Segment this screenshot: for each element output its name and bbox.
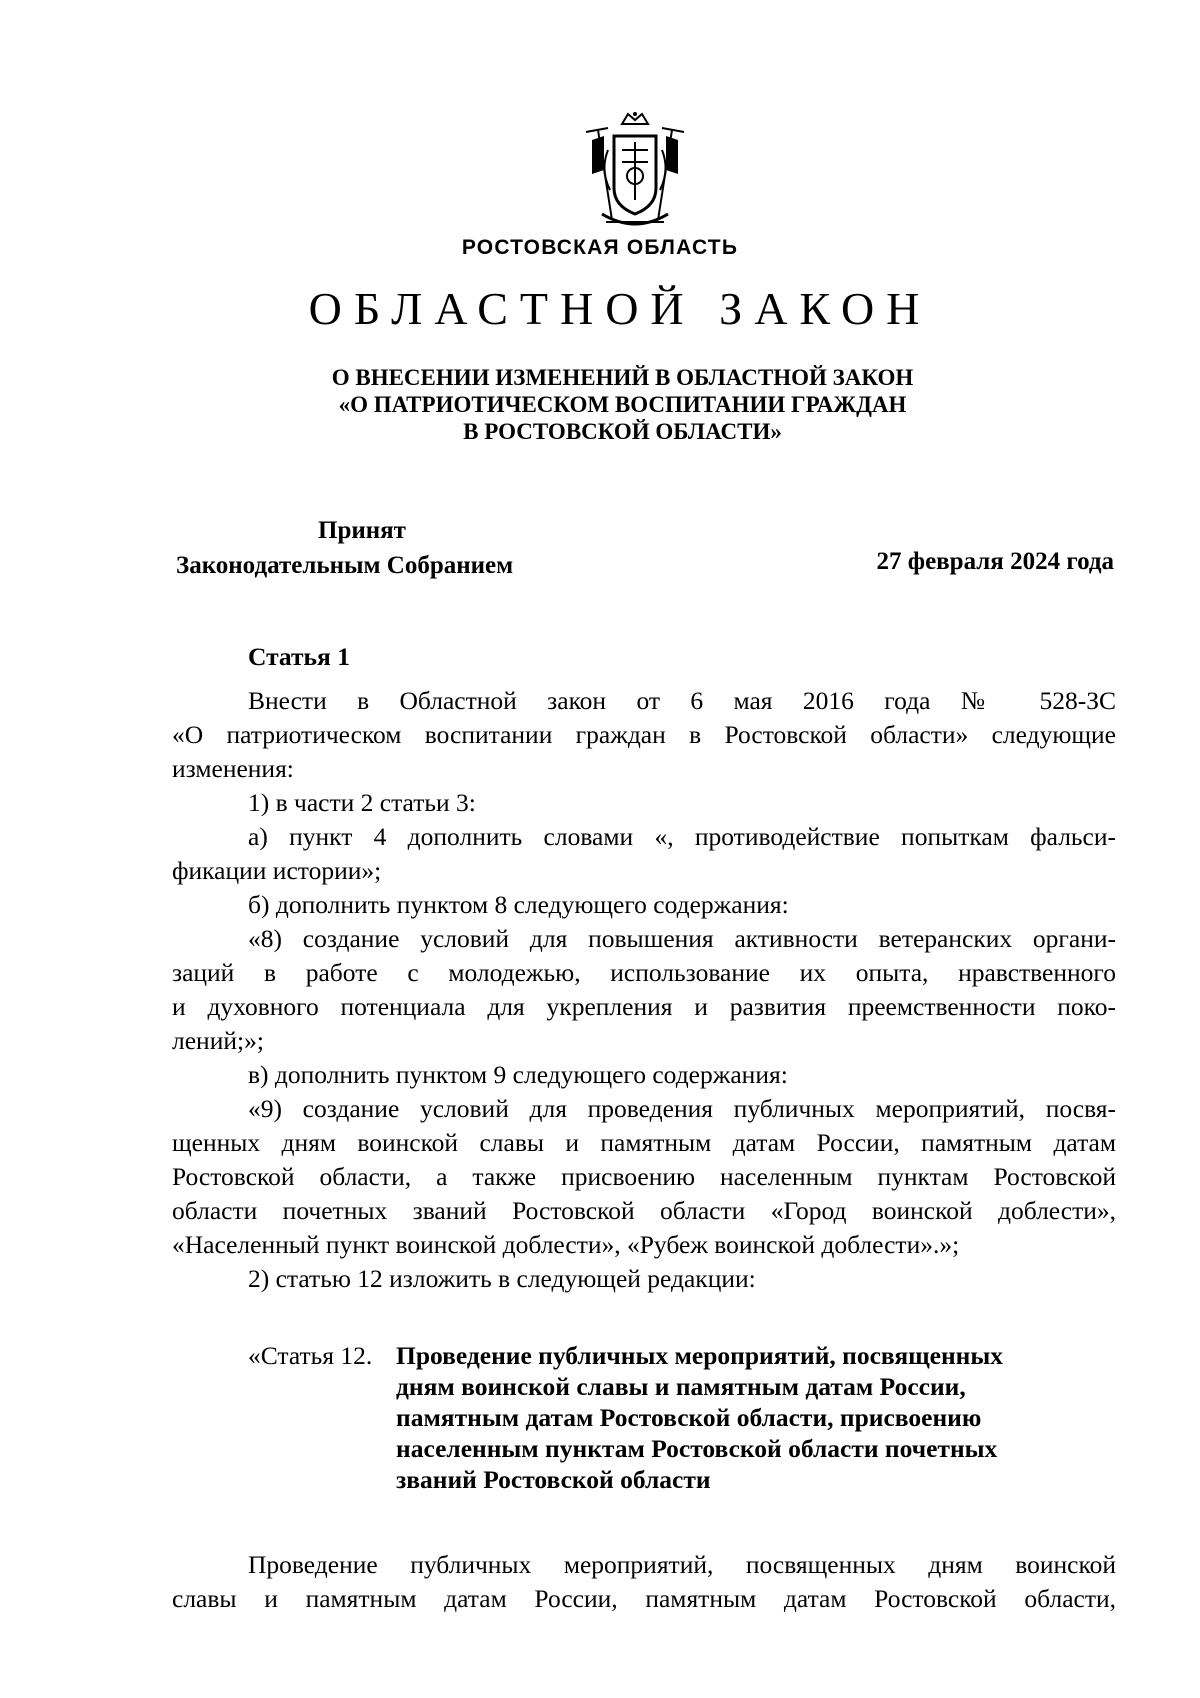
paragraph-line: Проведение публичных мероприятий, посвященных дням воинской bbox=[248, 1550, 1116, 1579]
paragraph-line: и духовного потенциала для укрепления и развития преемственности поко- bbox=[172, 992, 1116, 1021]
adopted-label: Принят bbox=[318, 517, 406, 544]
article-12-prefix: «Статья 12. bbox=[248, 1341, 373, 1370]
article-12-body bbox=[172, 1548, 1116, 1616]
subject-line: «О ПАТРИОТИЧЕСКОМ ВОСПИТАНИИ ГРАЖДАН bbox=[338, 392, 907, 417]
paragraph-line: фикации истории»; bbox=[172, 856, 382, 885]
adopting-body: Законодательным Собранием bbox=[176, 552, 514, 579]
paragraph-line: Внести в Областной закон от 6 мая 2016 года № 528-ЗС bbox=[248, 686, 1116, 715]
heading-line: населенным пунктам Ростовской области почетных bbox=[396, 1434, 998, 1463]
document-type-title: ОБЛАСТНОЙ ЗАКОН bbox=[308, 283, 932, 334]
paragraph-line: заций в работе с молодежью, использование их опыта, нравственного bbox=[172, 958, 1116, 987]
paragraph-line: щенных дням воинской славы и памятным датам России, памятным датам bbox=[172, 1128, 1116, 1157]
heading-line: дням воинской славы и памятным датам России, bbox=[396, 1372, 966, 1401]
heading-line: Проведение публичных мероприятий, посвященных bbox=[396, 1341, 1004, 1370]
paragraph-line: Ростовской области, а также присвоению населенным пунктам Ростовской bbox=[172, 1162, 1116, 1191]
adoption-info bbox=[176, 513, 513, 583]
list-item: в) дополнить пунктом 9 следующего содержания: bbox=[248, 1060, 788, 1089]
paragraph-line: «О патриотическом воспитании граждан в Ростовской области» следующие bbox=[172, 720, 1116, 749]
list-item: 1) в части 2 статьи 3: bbox=[248, 788, 476, 817]
law-subject bbox=[0, 364, 1200, 445]
paragraph-line: «9) создание условий для проведения публичных мероприятий, посвя- bbox=[248, 1094, 1116, 1123]
article-1-heading: Статья 1 bbox=[248, 642, 350, 671]
heading-line: памятным датам Ростовской области, присвоению bbox=[396, 1403, 982, 1432]
paragraph-line: изменения: bbox=[172, 754, 294, 783]
region-name: РОСТОВСКАЯ ОБЛАСТЬ bbox=[461, 236, 739, 259]
paragraph-line: области почетных званий Ростовской области «Город воинской доблести», bbox=[172, 1196, 1116, 1225]
adoption-date: 27 февраля 2024 года bbox=[876, 548, 1114, 575]
list-item: б) дополнить пунктом 8 следующего содержания: bbox=[248, 890, 789, 919]
paragraph-line: «Населенный пункт воинской доблести», «Рубеж воинской доблести».»; bbox=[172, 1230, 960, 1259]
paragraph-line: «8) создание условий для повышения активности ветеранских органи- bbox=[248, 924, 1116, 953]
article-1-body bbox=[172, 684, 1116, 1296]
paragraph-line: а) пункт 4 дополнить словами «, противодействие попыткам фальси- bbox=[248, 822, 1116, 851]
heading-line: званий Ростовской области bbox=[396, 1465, 711, 1494]
coat-of-arms-icon bbox=[578, 110, 692, 234]
list-item: 2) статью 12 изложить в следующей редакции: bbox=[248, 1264, 756, 1293]
paragraph-line: лений;»; bbox=[172, 1026, 264, 1055]
subject-line: В РОСТОВСКОЙ ОБЛАСТИ» bbox=[463, 419, 782, 444]
subject-line: О ВНЕСЕНИИ ИЗМЕНЕНИЙ В ОБЛАСТНОЙ ЗАКОН bbox=[331, 365, 914, 390]
article-12-heading bbox=[396, 1340, 1036, 1495]
paragraph-line: славы и памятным датам России, памятным датам Ростовской области, bbox=[172, 1584, 1116, 1613]
